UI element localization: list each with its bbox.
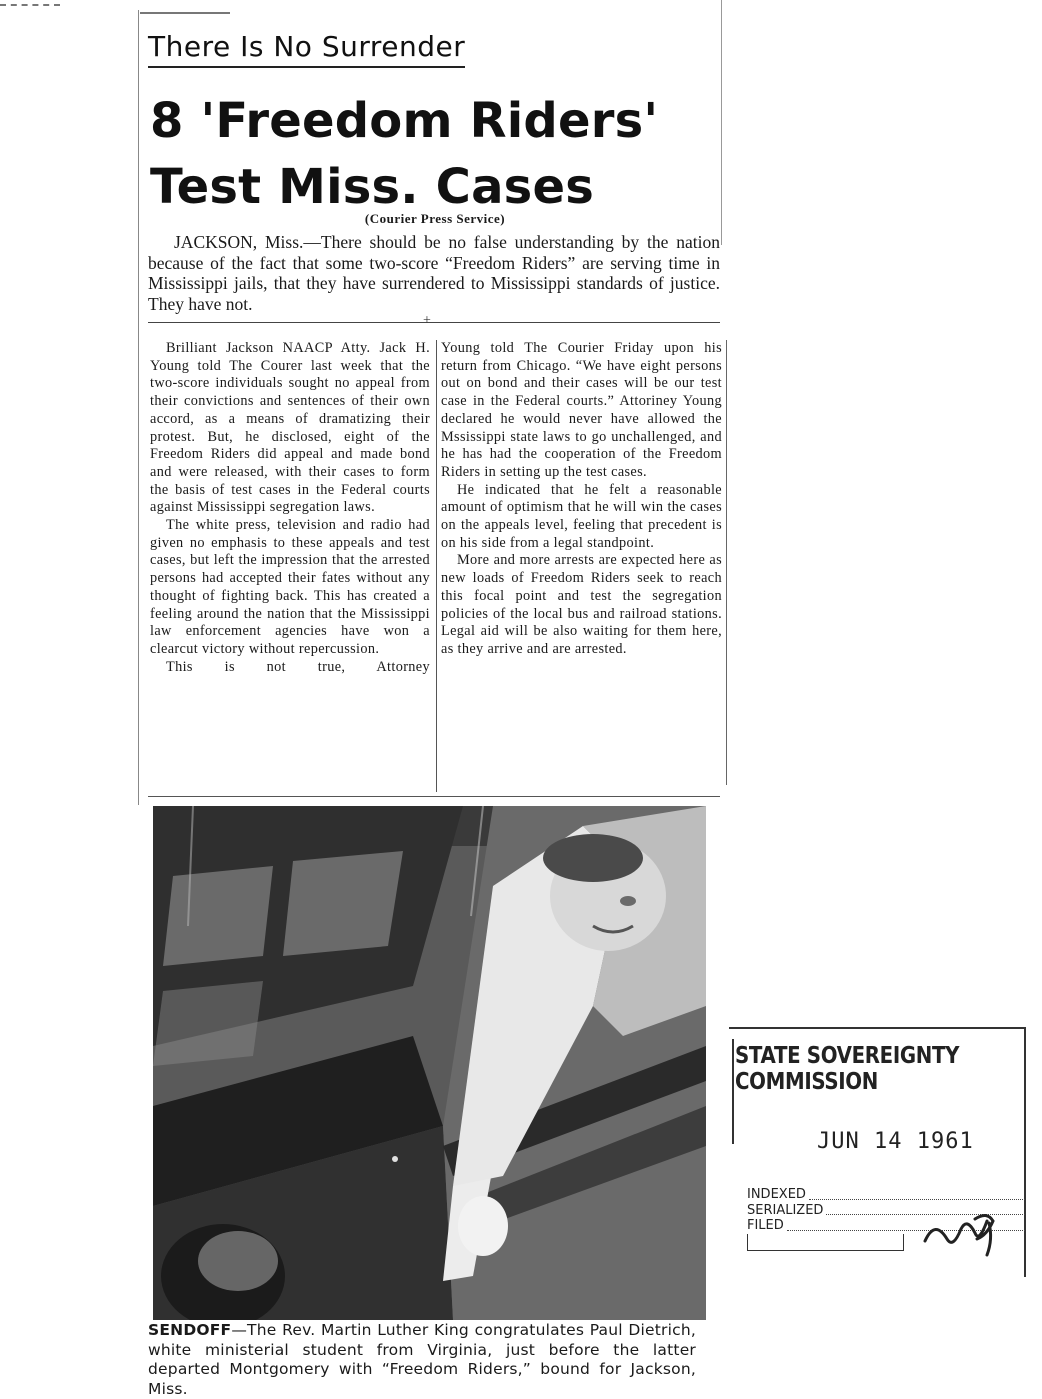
clip-edge-top [140, 12, 230, 14]
clip-edge-right [721, 0, 722, 245]
lede-rule [148, 322, 720, 323]
corner-marks [0, 4, 60, 6]
article-lede: JACKSON, Miss.—There should be no false understanding by the nation because of the fact that some two-score “Freedom Riders” are serving time in Mississippi jails, that they have surrendered to Mississippi standards of justice. They have not. [148, 232, 720, 314]
article-column-2 [441, 340, 722, 659]
article-headline [150, 88, 658, 220]
stamp-left-edge [732, 1039, 734, 1144]
stamp-field-indexed: INDEXED [747, 1187, 806, 1202]
handwritten-initials-icon [917, 1199, 1007, 1259]
photo-caption [148, 1321, 696, 1399]
stamp-date: JUN 14 1961 [817, 1129, 974, 1154]
column-divider [436, 340, 437, 792]
article-byline: (Courier Press Service) [364, 211, 506, 226]
caption-lead: SENDOFF [148, 1321, 232, 1339]
column-2-paragraph: Young told The Courier Friday upon his return from Chicago. “We have eight persons out on bond and their cases will be our test case in the Federal courts.” Attoriney Young declared he would never have allowed the Mssissippi state laws to go unchallenged, and he has had the cooperation of the Freedom Riders in setting up the test cases. [441, 340, 722, 480]
stamp-field-filed: FILED [747, 1218, 784, 1233]
column-2-paragraph: He indicated that he felt a reasonable amount of optimism that he will win the cases on the appeals level, feeling that precedent is on his side from a legal standpoint. [441, 481, 722, 551]
commission-stamp [729, 1027, 1026, 1277]
article-column-1 [150, 340, 430, 676]
article-kicker: There Is No Surrender [148, 30, 465, 68]
caption-text: —The Rev. Martin Luther King congratulates Paul Dietrich, white ministerial student from Virginia, just before the latter departed Montgomery with “Freedom Riders,” bound for Jackson, Miss. [148, 1321, 696, 1398]
column-right-rule [726, 340, 727, 785]
stamp-box [747, 1234, 904, 1251]
column-1-paragraph: This is not true, Attorney [166, 658, 430, 675]
headline-line-2: Test Miss. Cases [150, 159, 594, 215]
headline-line-1: 8 'Freedom Riders' [150, 93, 659, 149]
column-1-paragraph: Brilliant Jackson NAACP Atty. Jack H. Young told The Courer last week that the two-score individuals sought no appeal from their convictions and sentences of their own accord, as a means of dramatizing their protest. But, he disclosed, eight of the Freedom Riders did appeal and made bond and were released, with their cases to form the basis of test cases in the Federal courts against Mississippi segregation laws. [150, 340, 430, 516]
clip-edge-left [138, 10, 139, 805]
stamp-field-serialized: SERIALIZED [747, 1202, 824, 1218]
article-bottom-rule [148, 796, 720, 797]
stamp-title: STATE SOVEREIGNTY COMMISSION [735, 1043, 960, 1095]
column-1-paragraph: The white press, television and radio had given no emphasis to these appeals and test cases, but left the impression that the arrested persons had accepted their fates without any thought of fighting back. This has created a feeling around the nation that the Mississippi law enforcement agencies have won a clearcut victory without repercussion. [150, 517, 430, 657]
column-2-paragraph: More and more arrests are expected here as new loads of Freedom Riders seek to reach this focal point and test the segregation policies of the local bus and railroad stations. Legal aid will be also waiting for them here, as they arrive and are arrested. [441, 552, 722, 657]
newspaper-photo-icon [153, 806, 706, 1320]
